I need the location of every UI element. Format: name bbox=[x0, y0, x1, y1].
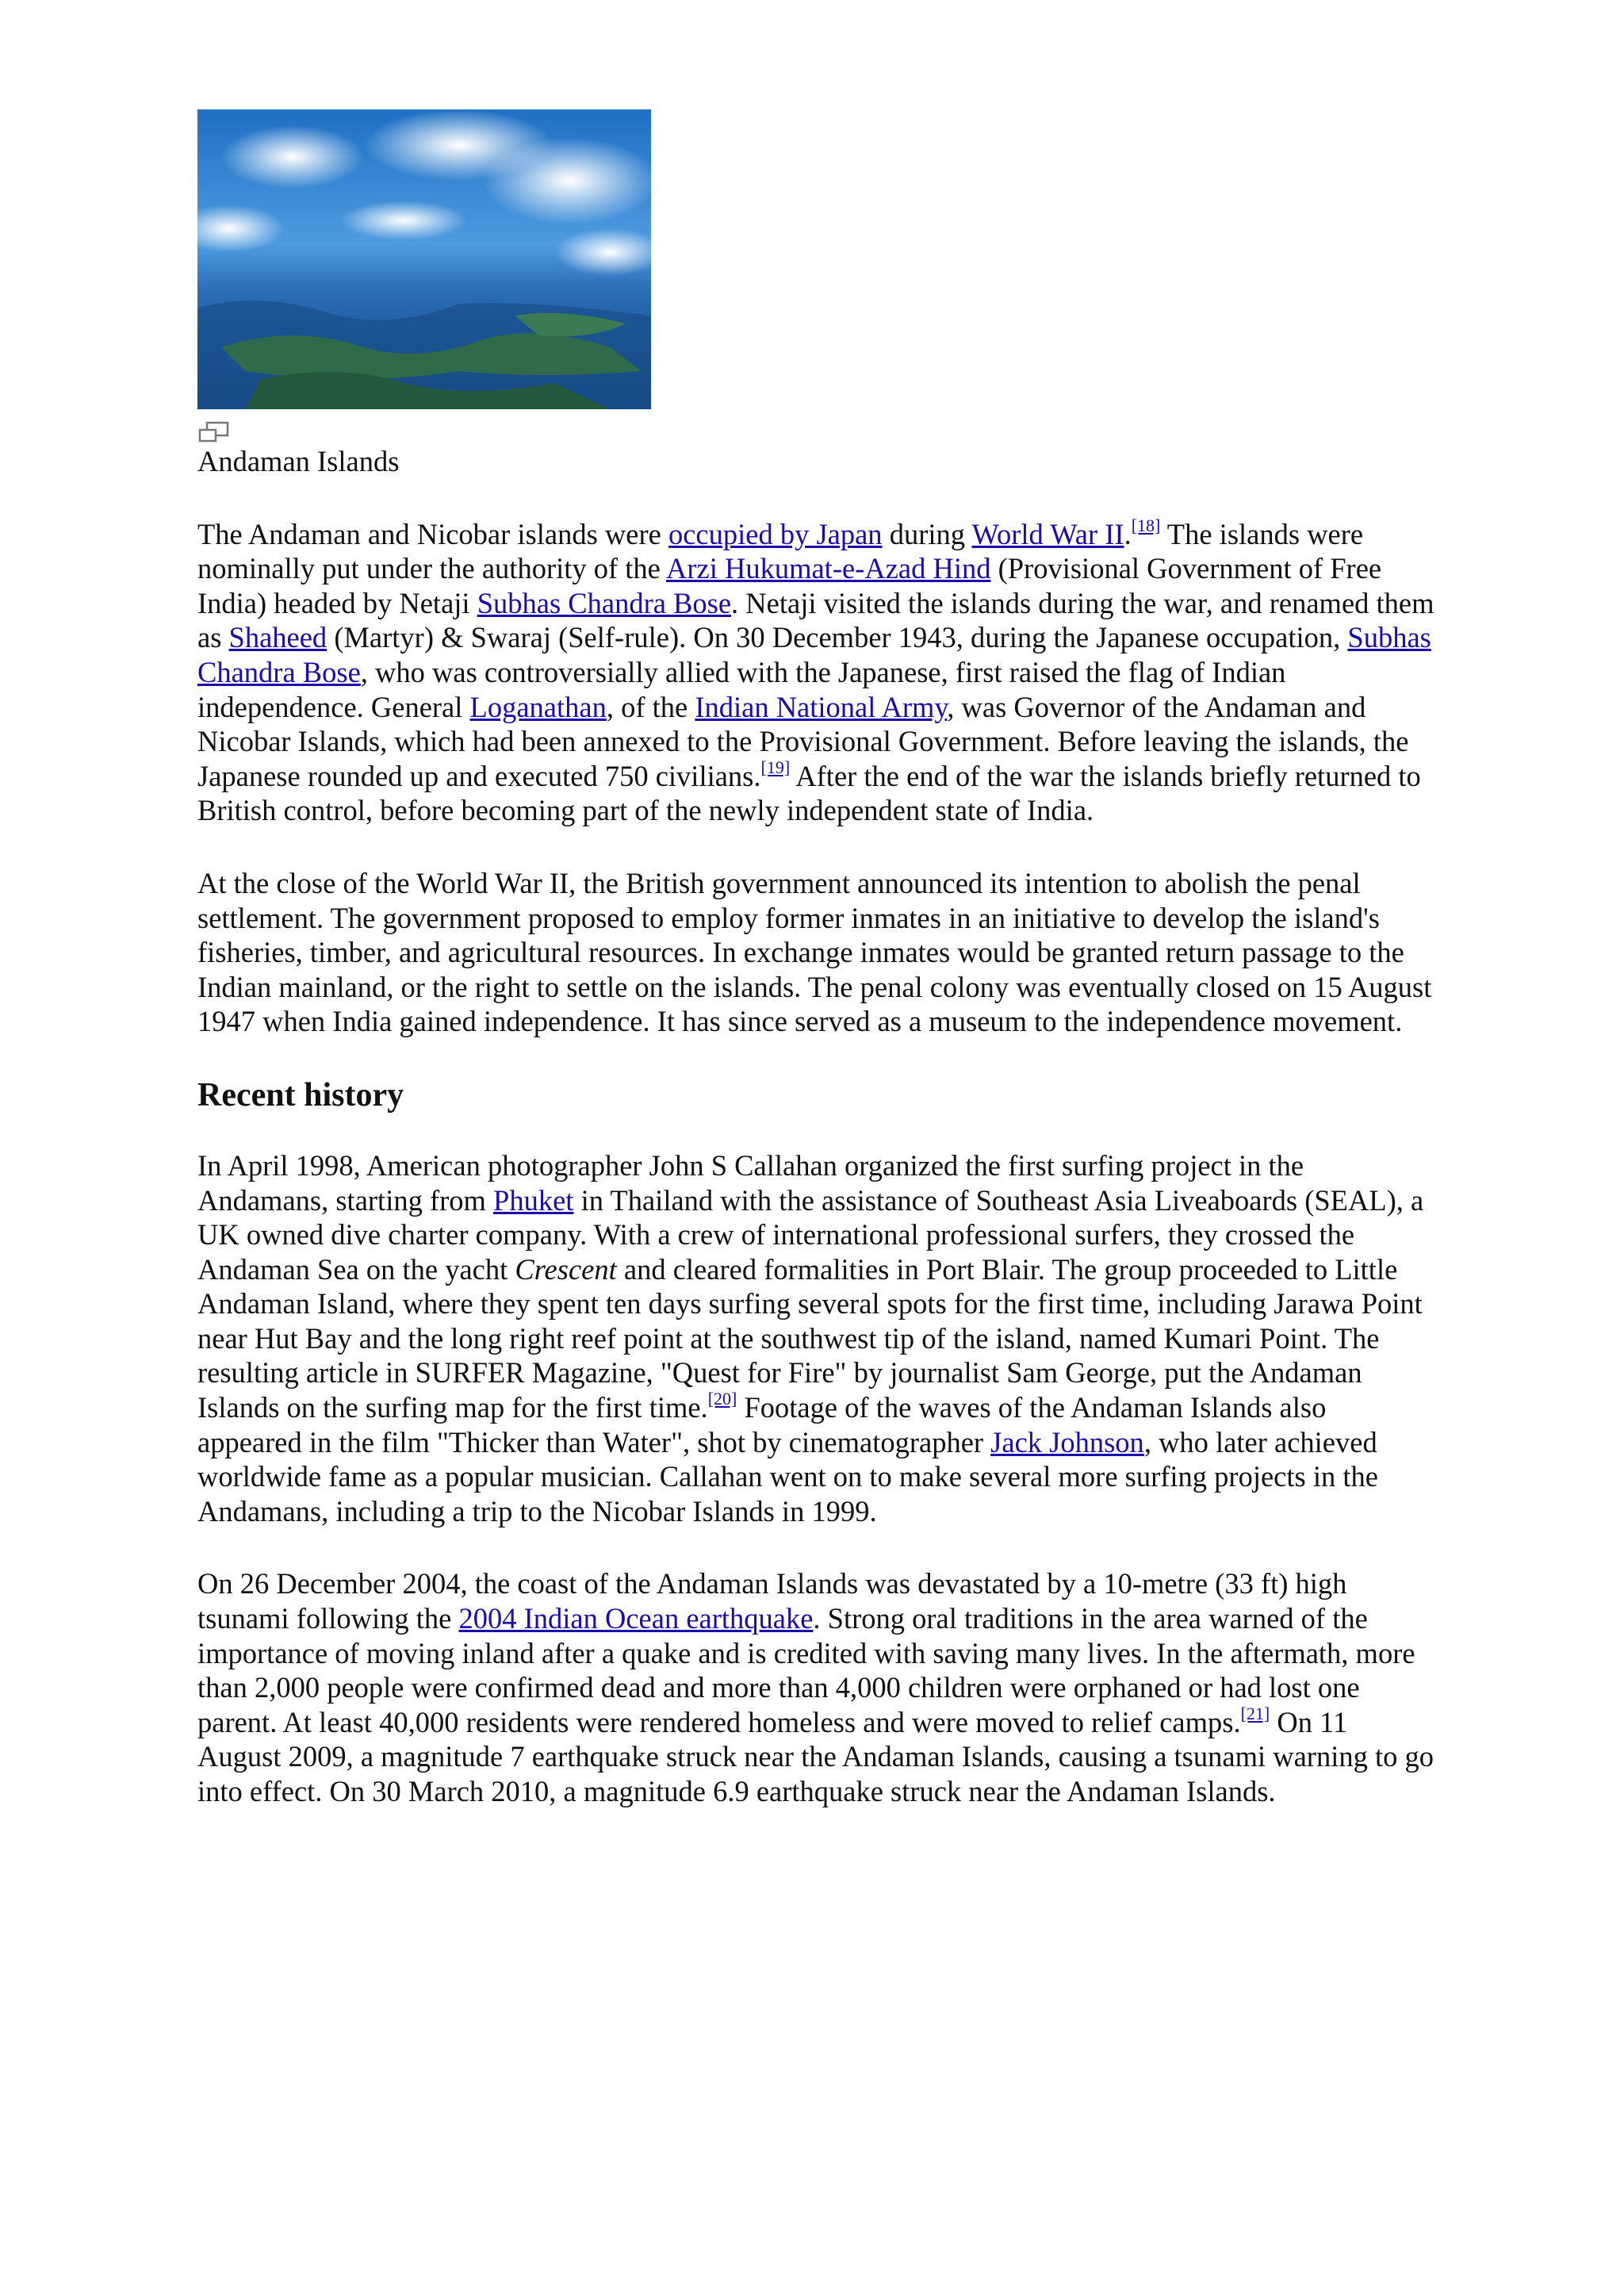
reference-20[interactable]: [20] bbox=[707, 1389, 737, 1409]
article-body bbox=[197, 109, 1434, 1847]
text: . Netaji visited the islands during the war, and renamed them as bbox=[197, 586, 1434, 654]
text: . Strong oral traditions in the area warned of the importance of moving inland after a quake and is credited with saving many lives. In the aftermath, more than 2,000 people were confirmed dead and more than 4,000 children were orphaned or had lost one parent. At least 40,000 residents were rendered homeless and were moved to relief camps. bbox=[197, 1602, 1415, 1738]
paragraph-penal-settlement: At the close of the World War II, the British government announced its intention to abolish the penal settlement. The government proposed to employ former inmates in an initiative to develop the island's fisheries, timber, and agricultural resources. In exchange inmates would be granted return passage to the Indian mainland, or the right to settle on the islands. The penal colony was eventually closed on 15 August 1947 when India gained independence. It has since served as a museum to the independence movement. bbox=[197, 866, 1432, 1038]
link-shaheed[interactable]: Shaheed bbox=[228, 621, 327, 654]
text: , who was controversially allied with the Japanese, first raised the flag of Indian independence. General bbox=[197, 655, 1286, 723]
link-occupied-by-japan[interactable]: occupied by Japan bbox=[668, 517, 883, 550]
section-heading: Recent history bbox=[197, 1076, 404, 1114]
link-subhas-chandra-bose[interactable]: Subhas Chandra Bose bbox=[477, 586, 732, 619]
paragraph-surfing bbox=[197, 1148, 1434, 1529]
figure bbox=[197, 109, 1434, 479]
reference-21[interactable]: [21] bbox=[1240, 1703, 1270, 1723]
link-indian-national-army[interactable]: Indian National Army bbox=[695, 690, 948, 723]
text: (Martyr) & Swaraj (Self-rule). On 30 December 1943, during the Japanese occupation, bbox=[327, 621, 1348, 654]
link-2004-earthquake[interactable]: 2004 Indian Ocean earthquake bbox=[458, 1602, 814, 1635]
link-loganathan[interactable]: Loganathan bbox=[469, 690, 607, 723]
text: The Andaman and Nicobar islands were bbox=[197, 517, 668, 550]
text: On 11 August 2009, a magnitude 7 earthquake struck near the Andaman Islands, causing a tsunami warning to go into effect. On 30 March 2010, a magnitude 6.9 earthquake struck near the Andaman Islands. bbox=[197, 1705, 1434, 1807]
text: After the end of the war the islands briefly returned to British control, before becoming part of the newly independent state of India. bbox=[197, 759, 1421, 827]
text: in Thailand with the assistance of Southeast Asia Liveaboards (SEAL), a UK owned dive charter company. With a crew of international professional surfers, they crossed the Andaman Sea on the yacht bbox=[197, 1183, 1424, 1286]
text: and cleared formalities in Port Blair. The group proceeded to Little Andaman Island, where they spent ten days surfing several spots for the first time, including Jarawa Point near Hut Bay and the long right reef point at the southwest tip of the island, named Kumari Point. The resulting article in SURFER Magazine, "Quest for Fire" by journalist Sam George, put the Andaman Islands on the surfing map for the first time. bbox=[197, 1252, 1423, 1424]
text: , of the bbox=[606, 690, 695, 723]
link-arzi-hukumat[interactable]: Arzi Hukumat-e-Azad Hind bbox=[666, 552, 991, 585]
reference-19[interactable]: [19] bbox=[760, 757, 791, 777]
paragraph-tsunami bbox=[197, 1566, 1434, 1808]
text: In April 1998, American photographer John S Callahan organized the first surfing project in the Andamans, starting from bbox=[197, 1148, 1304, 1217]
text: On 26 December 2004, the coast of the Andaman Islands was devastated by a 10-metre (33 ft) high tsunami following the bbox=[197, 1567, 1347, 1635]
text: , was Governor of the Andaman and Nicobar Islands, which had been annexed to the Provisional Government. Before leaving the islands, the Japanese rounded up and executed 750 civilians. bbox=[197, 690, 1409, 792]
text: Footage of the waves of the Andaman Islands also appeared in the film "Thicker than Water", shot by cinematographer bbox=[197, 1391, 1327, 1458]
yacht-name: Crescent bbox=[515, 1252, 617, 1286]
text: , who later achieved worldwide fame as a popular musician. Callahan went on to make several more surfing projects in the Andamans, including a trip to the Nicobar Islands in 1999. bbox=[197, 1425, 1378, 1527]
reference-18[interactable]: [18] bbox=[1131, 515, 1161, 535]
link-world-war-ii[interactable]: World War II bbox=[971, 517, 1124, 550]
link-subhas-chandra-bose-2[interactable]: Subhas Chandra Bose bbox=[197, 621, 1431, 688]
magnify-icon[interactable] bbox=[197, 420, 231, 444]
text: during bbox=[882, 517, 972, 550]
island-photo[interactable] bbox=[197, 109, 651, 409]
paragraph-ww2 bbox=[197, 517, 1434, 828]
link-jack-johnson[interactable]: Jack Johnson bbox=[990, 1425, 1144, 1458]
link-phuket[interactable]: Phuket bbox=[493, 1183, 574, 1217]
text: The islands were nominally put under the authority of the bbox=[197, 517, 1364, 585]
figure-caption: Andaman Islands bbox=[197, 445, 400, 477]
text: . bbox=[1124, 517, 1132, 550]
text: (Provisional Government of Free India) headed by Netaji bbox=[197, 552, 1382, 619]
